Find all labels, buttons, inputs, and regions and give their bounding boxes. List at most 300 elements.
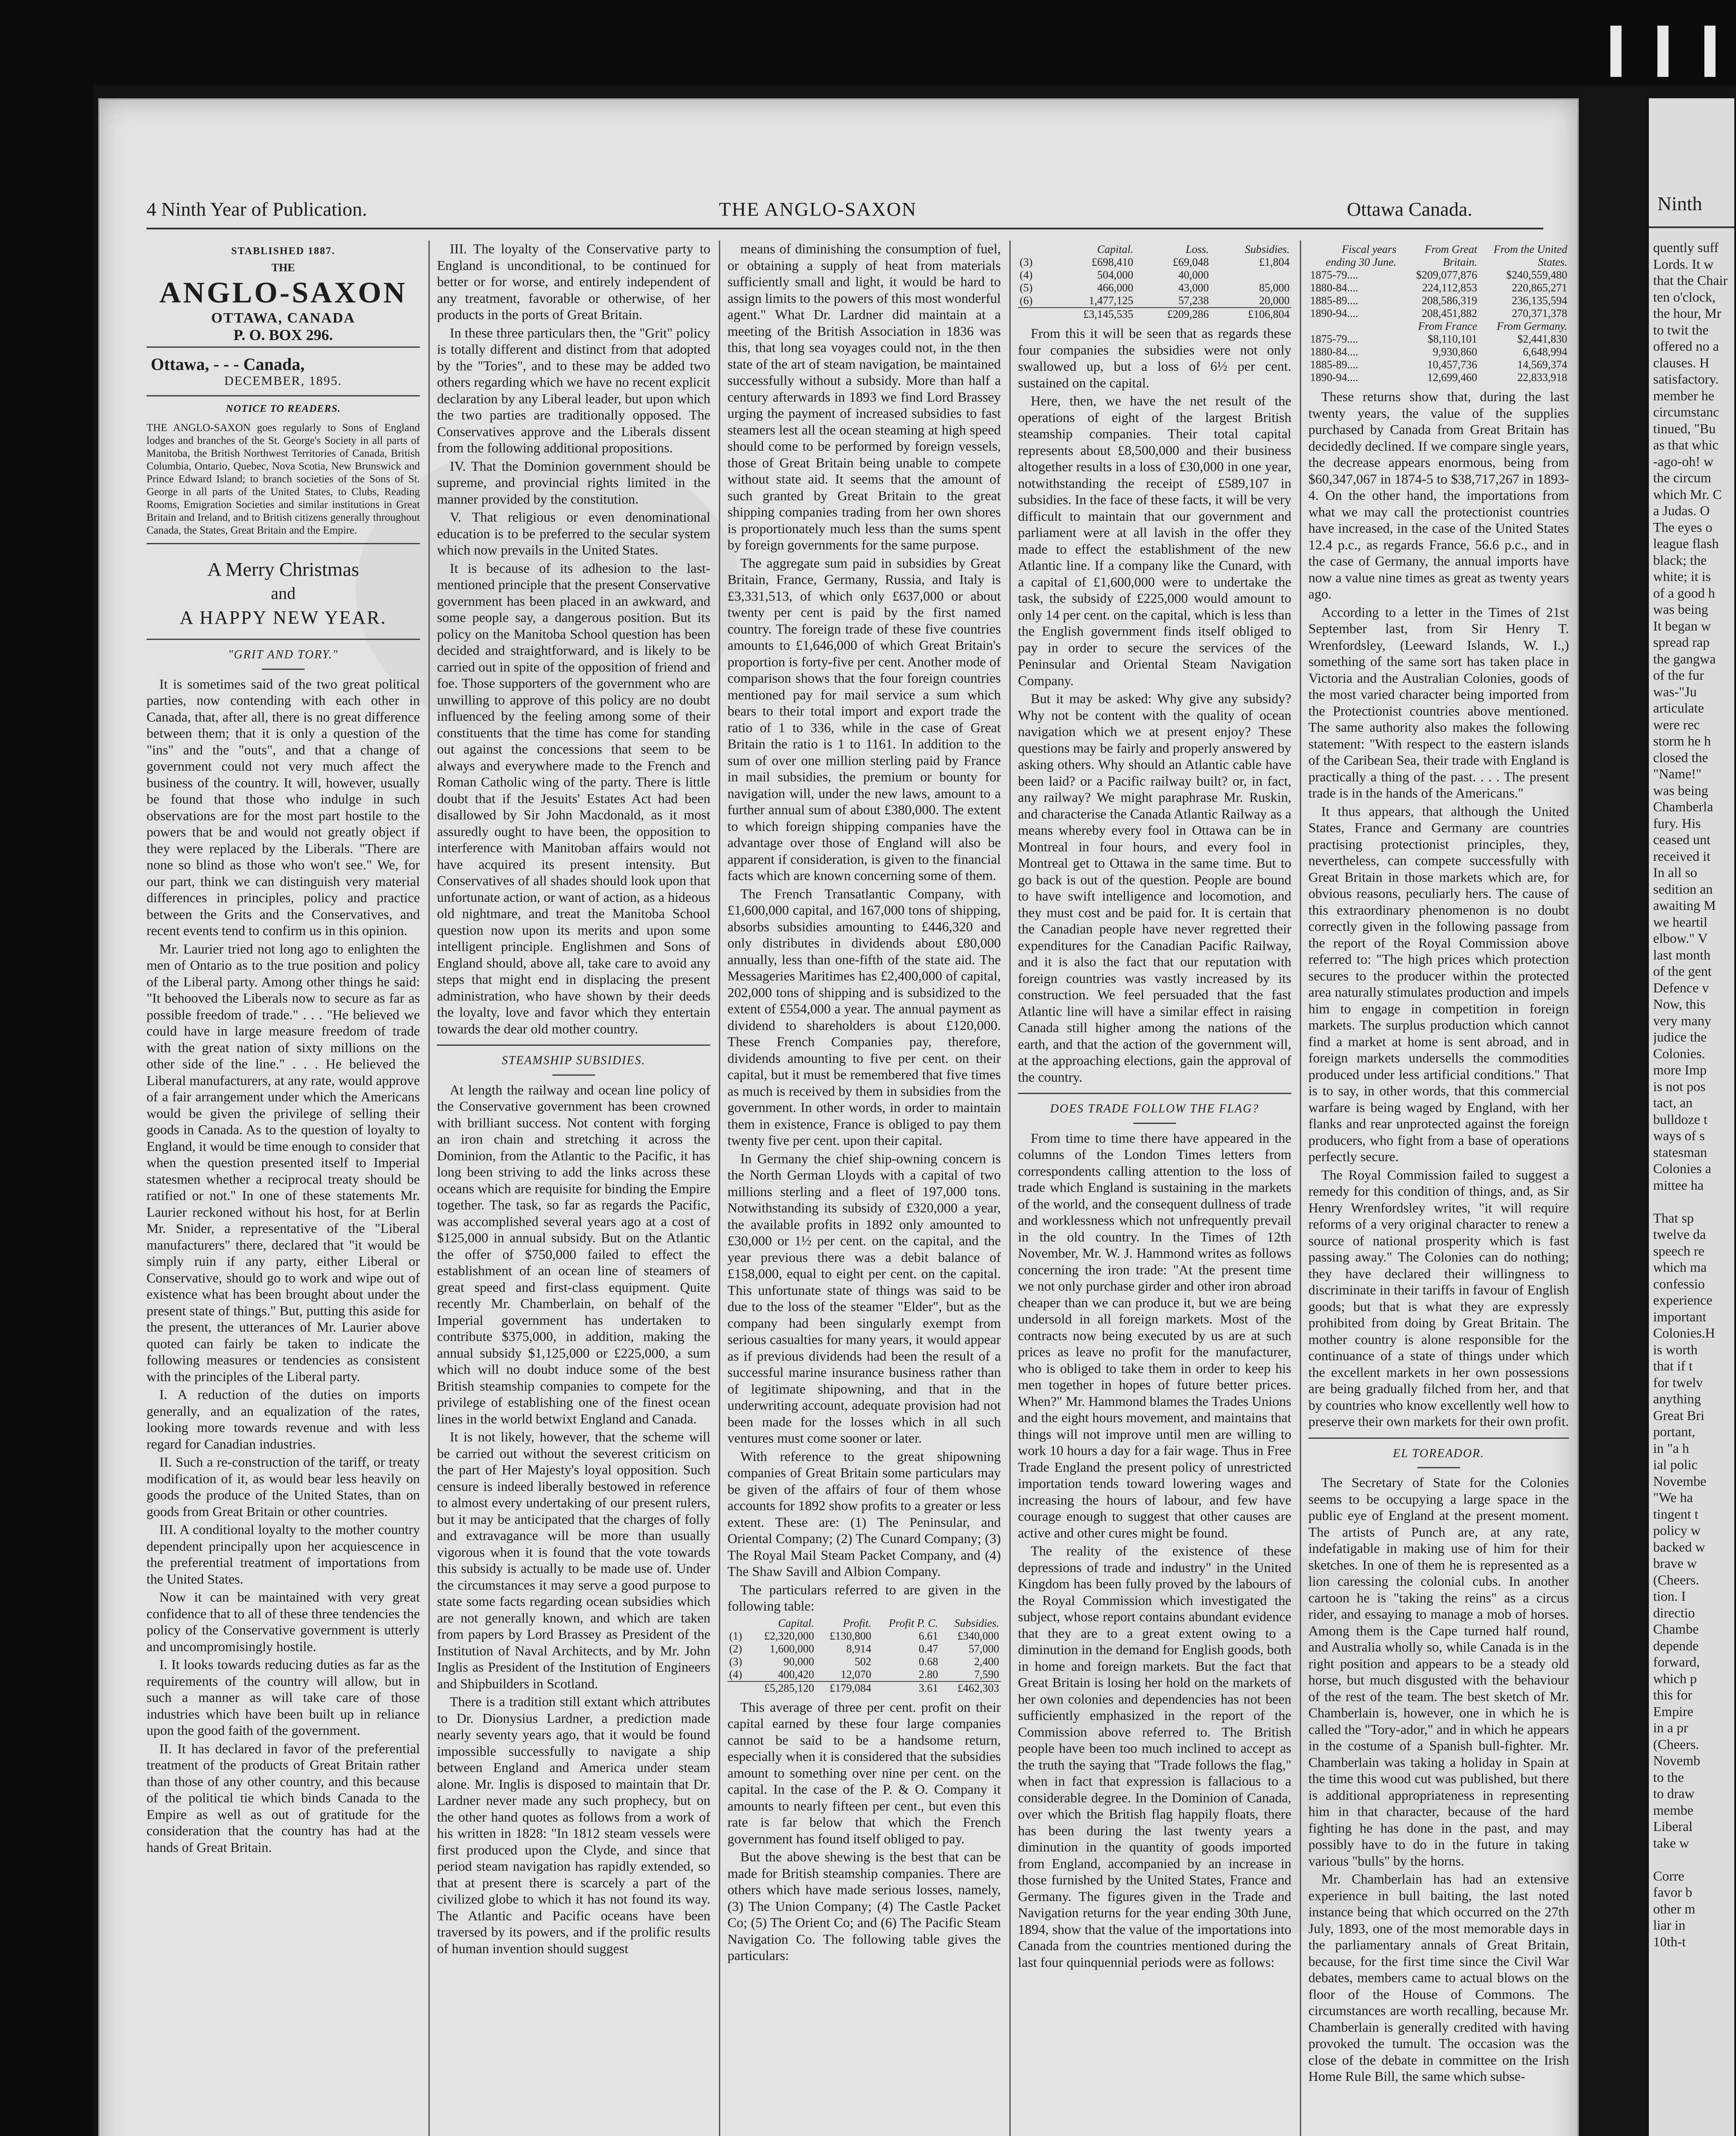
paragraph: III. A conditional loyalty to the mother country dependent principally upon her acquiescence in the preferential treatment of importations from the United States.	[147, 1522, 420, 1587]
text-line: storm he h	[1653, 733, 1711, 748]
table-cell: 57,238	[1178, 294, 1209, 307]
table-cell: £130,800	[830, 1629, 871, 1642]
paragraph: In these three particulars then, the "Grit" policy is totally different and distinct from that adopted by the "Tories", and to these may be added two others regarding which we have no recent explicit declaration by any Liberal leader, but upon which the two parties are traditionally opposed. The Conservatives approve and the Liberals dissent from the following additional propositions.	[437, 325, 710, 455]
text-line: which p	[1653, 1670, 1697, 1686]
text-line: is not pos	[1653, 1078, 1706, 1094]
table-row	[1308, 269, 1569, 282]
text-line: tingent t	[1653, 1506, 1698, 1522]
table-cell: 2.80	[918, 1668, 938, 1681]
text-line: a Judas. O	[1653, 503, 1710, 518]
text-line: policy w	[1653, 1523, 1701, 1538]
table-cell: 466,000	[1097, 282, 1133, 294]
text-line: to the	[1653, 1769, 1684, 1785]
table-cell: (4)	[1020, 269, 1033, 281]
article-title-el-toreador: EL TOREADOR.	[1393, 1446, 1485, 1460]
table-cell: £106,804	[1211, 308, 1291, 321]
table-cell: 7,590	[974, 1668, 999, 1681]
paragraph: It thus appears, that although the United States, France and Germany are countries practising protectionist principles, they, nevertheless, can compete successfully with Great Britain in those markets which are, for obvious reasons, peculiarly hers. The cause of this extraordinary phenomenon is no doubt correctly given in the following passage from the report of the Royal Commission above referred to: "The high prices which protection secures to the producer within the protected area naturally stimulates production and impels him to engage in competition in foreign markets. The surplus production which cannot find a market at home is sent abroad, and in foreign markets undersells the commodities produced under less artificial conditions." That is to say, in other words, that this commercial warfare is being waged by England, with her flanks and rear unprotected against the foreign producers, who fight from a base of operations perfectly secure.	[1308, 803, 1569, 1164]
dateline: Ottawa, - - - Canada,	[151, 355, 305, 374]
text-line: In all so	[1653, 865, 1698, 880]
text-line: bulldoze t	[1653, 1111, 1708, 1127]
table-cell: £340,000	[957, 1629, 999, 1642]
text-line: membe	[1653, 1802, 1694, 1818]
paragraph: II. Such a re-construction of the tariff, or treaty modification of it, as would bear less heavily on goods the produce of the United States, than on goods from Great Britain or other countries.	[147, 1454, 420, 1519]
table-header-row	[1308, 320, 1569, 333]
adjacent-page-edge	[1649, 98, 1734, 2136]
text-line: received it	[1653, 848, 1711, 864]
text-line: "We ha	[1653, 1490, 1693, 1505]
table-cell: 224,112,853	[1422, 282, 1478, 294]
text-line: other m	[1653, 1901, 1695, 1916]
text-line: of the gent	[1653, 963, 1712, 979]
table-cell: 6,648,994	[1523, 346, 1567, 358]
text-line: as that whic	[1653, 437, 1718, 452]
table-cell: 3.61	[873, 1681, 940, 1695]
article-body	[727, 1699, 1001, 1964]
table-cell: 502	[854, 1655, 871, 1668]
text-line: that if t	[1653, 1358, 1693, 1373]
table-row	[1018, 269, 1291, 282]
table-header-cell	[1308, 320, 1398, 333]
table-cell: $240,559,480	[1506, 269, 1567, 281]
paragraph: But it may be asked: Why give any subsidy? Why not be content with the quality of ocean navigation which we at present enjoy? These questions may be fairly and properly answered by asking others. Why should an Atlantic cable have been laid? or a Pacific railway built? or, in fact, any railway? We might paraphrase Mr. Ruskin, and characterise the Canada Atlantic Railway as a means whereby every fool in Ottawa can be in Montreal in four hours, and every fool in Montreal get to Ottawa in the same time. But to go back is out of the question. People are bound to have swift intelligence and locomotion, and they must cost and be paid for. It is certain that the Canadian people have never regretted their expenditures for the Canadian Pacific Railway, and it is also the fact that our reputation with foreign countries was vastly increased by its construction. We feel persuaded that the fast Atlantic line will have a similar effect in raising Canada still higher among the nations of the earth, and that the action of the government will, at the approaching elections, gain the approval of the country.	[1018, 691, 1291, 1085]
table-cell: (4)	[729, 1668, 742, 1681]
text-line: of a good h	[1653, 585, 1715, 601]
table-cell: 6.61	[918, 1629, 938, 1642]
masthead-established: STABLISHED 1887.	[231, 246, 335, 257]
imports-table	[1308, 243, 1569, 384]
paragraph: Mr. Laurier tried not long ago to enlighten the men of Ontario as to the true position and policy of the Liberal party. Among other things he said: "It behooved the Liberals now to secure as far as possible freedom of trade." . . . "He believed we could have in large measure freedom of trade with the great nation of sixty millions on the other side of the line." . . . He believed the Liberal manufacturers, at any rate, would approve of a fair arrangement under which the Americans would be given the privilege of selling their goods in Canada. As to the question of loyalty to England, it would be time enough to consider that when the question presented itself to Imperial statesmen whether a reciprocal treaty should be ratified or not." In one of these statements Mr. Laurier reckoned without his host, for at Berlin Mr. Snider, a representative of the "Liberal manufacturers" there, declared that "it would be simply ruin if any party, either Liberal or Conservative, should go to work and wipe out of existence what has been brought about under the present state of things." But, putting this aside for the present, the utterances of Mr. Laurier above quoted can fairly be taken to indicate the following measures or tendencies as consistent with the principles of the Liberal party.	[147, 941, 420, 1384]
table-cell: £5,285,120	[748, 1681, 816, 1695]
text-line: elbow." V	[1653, 930, 1708, 946]
text-line: important	[1653, 1309, 1707, 1324]
column-rule	[719, 241, 720, 2136]
table-cell: (5)	[1020, 282, 1033, 294]
text-line: portant,	[1653, 1424, 1695, 1439]
table-row	[727, 1668, 1001, 1681]
table-cell: 14,569,374	[1517, 358, 1567, 371]
table-cell: 1890-94....	[1310, 371, 1358, 384]
title-rule	[552, 1074, 595, 1076]
paragraph: There is a tradition still extant which attributes to Dr. Dionysius Lardner, a prediction made nearly seventy years ago, that it would be found impossible successfully to navigate a ship between England and America under steam alone. Mr. Inglis is disposed to maintain that Dr. Lardner never made any such prophecy, but on the other hand quotes as follows from a work of his written in 1828: "In 1812 steam vessels were first produced upon the Clyde, and since that period steam navigation has rapidly extended, so that at present there is scarcely a part of the civilized globe to which it has not found its way. The Atlantic and Pacific oceans have been traversed by its powers, and if the prolific results of human invention should suggest	[437, 1694, 710, 1956]
title-rule	[1417, 1467, 1460, 1468]
text-line: 10th-t	[1653, 1934, 1686, 1949]
text-line: Liberal	[1653, 1819, 1693, 1834]
table-row	[727, 1655, 1001, 1668]
table-cell: 1875-79....	[1310, 333, 1358, 345]
column-rule	[1009, 241, 1011, 2136]
table-cell: 400,420	[778, 1668, 814, 1681]
table-cell: 1885-89....	[1310, 294, 1358, 307]
table-row	[1308, 358, 1569, 371]
text-line: Novembe	[1653, 1473, 1707, 1489]
table-header-cell: Capital.	[1097, 243, 1133, 255]
table-cell: 20,000	[1259, 294, 1290, 307]
paragraph: With reference to the great shipowning companies of Great Britain some particulars may be given of the affairs of four of them whose accounts for 1892 show profits to a greater or less extent. These are: (1) The Peninsular, and Oriental Company; (2) The Cunard Company; (3) The Royal Mail Steam Packet Company, and (4) The Shaw Savill and Albion Company.	[727, 1448, 1001, 1579]
table-cell	[1211, 269, 1291, 282]
text-line: articulate	[1653, 700, 1704, 716]
film-perforation	[1610, 26, 1622, 77]
table-row	[1018, 308, 1291, 321]
text-line: Colonies a	[1653, 1161, 1711, 1176]
article-title-trade-follow-flag: DOES TRADE FOLLOW THE FLAG?	[1050, 1102, 1259, 1115]
paragraph: The aggregate sum paid in subsidies by Great Britain, France, Germany, Russia, and Italy is £3,331,513, of which only £637,000 or about twenty per cent is paid by the first named country. The foreign trade of these five countries amounts to £1,646,000 of which Great Britain's proportion is forty-five per cent. Another mode of comparison shows that the four foreign countries mentioned pay for mail service a sum which bears to their total import and export trade the ratio of 1 to 336, while in the case of Great Britain the ratio is 1 to 1161. In addition to the sum of over one million sterling paid by France in mail subsidies, the premium or bounty for navigation will, under the new laws, amount to a further annual sum of about £380,000. The extent to which foreign shipping companies have the advantage over those of England will also be apparent if consideration, is given to the financial facts which are known concerning some of them.	[727, 555, 1001, 883]
table-header-cell: Capital.	[778, 1617, 814, 1629]
table-header-cell: Loss.	[1185, 243, 1209, 255]
text-line: Colonies.	[1653, 1045, 1705, 1061]
masthead	[147, 243, 420, 343]
table-cell: £462,303	[940, 1681, 1001, 1695]
text-line: brave w	[1653, 1555, 1697, 1571]
column-rule	[428, 241, 430, 2136]
table-header-row	[727, 1617, 1001, 1630]
paragraph: means of diminishing the consumption of fuel, or obtaining a supply of heat from materials sufficiently small and light, it would be hard to assign limits to the powers of this most wonderful agent." What Dr. Lardner did maintain at a meeting of the British Association in 1836 was this, that long sea voyages could not, in the then state of the art of steam navigation, be maintained successfully without a subsidy. More than half a century afterwards in 1893 we find Lord Brassey urging the payment of increased subsidies to fast steamers lest all the ocean steaming at high speed should come to be performed by foreign vessels, those of Great Britain being unable to compete without state aid. It seems that the amount of such granted by Great Britain to the great shipping companies trading from her own shores is proportionately much less than the sums spent by foreign governments for the same purpose.	[727, 241, 1001, 552]
table-header-cell: Profit P. C.	[889, 1617, 938, 1629]
column-rule	[1300, 241, 1301, 2136]
table-cell: 90,000	[783, 1655, 814, 1668]
paragraph: At length the railway and ocean line policy of the Conservative government has been crowned with brilliant success. Not content with forging an iron chain and stretching it across the Dominion, from the Atlantic to the Pacific, it has long been striving to add the links across these oceans which are requisite for binding the Empire together. The task, so far as regards the Pacific, was accomplished several years ago at a cost of $125,000 in annual subsidy. But on the Atlantic the offer of $750,000 failed to effect the establishment of an ocean line of steamers of great speed and first-class equipment. Quite recently Mr. Chamberlain, on behalf of the Imperial government has undertaken to contribute $375,000, in addition, making the annual subsidy $1,125,000 or £225,000, a sum which will no doubt induce some of the best British steamship companies to compete for the privilege of establishing one of the finest ocean lines in the world betwixt England and Canada.	[437, 1082, 710, 1426]
text-line: was-"Ju	[1653, 684, 1697, 699]
text-line: to draw	[1653, 1786, 1695, 1801]
text-line: sedition an	[1653, 881, 1713, 897]
article-body	[727, 241, 1001, 1614]
text-line: It began w	[1653, 618, 1711, 634]
table-row	[1308, 282, 1569, 294]
table-cell: (3)	[729, 1655, 742, 1668]
header-rule	[147, 228, 1543, 229]
adjacent-column	[1653, 239, 1734, 1950]
text-line: circumstanc	[1653, 404, 1719, 420]
table-header-row	[1018, 243, 1291, 256]
table-cell: 12,699,460	[1427, 371, 1478, 384]
paragraph: It is not likely, however, that the scheme will be carried out without the severest criticism on the part of Her Majesty's loyal opposition. Such censure is indeed liberally bestowed in reference to almost every undertaking of our present rulers, but it may be anticipated that the charges of folly and extravagance will be more than usually vigorous when it is found that the vote towards this subsidy is actually to be made use of. Under the circumstances it may serve a good purpose to state some facts regarding ocean subsidies which are not generally known, and which are taken from papers by Lord Brassey as President of the Institution of Naval Architects, and by Mr. John Inglis as President of the Institution of Engineers and Shipbuilders in Scotland.	[437, 1429, 710, 1691]
table-cell: 1885-89....	[1310, 358, 1358, 371]
paragraph: The Royal Commission failed to suggest a remedy for this condition of things, and, as Sir Henry Wrenfordsley writes, "it will require reforms of a very original character to renew a source of national prosperity which is fast passing away." The Colonies can do nothing; they have declared their willingness to discriminate in their tariffs in favour of English goods; but that is what they are expressly prohibited from doing by Great Britain. The mother country is alone responsible for the continuance of a state of things under which the excellent markets in her own possessions are being gradually filched from her, and that by countries who know excellently well how to preserve their own markets for their own profit.	[1308, 1167, 1569, 1429]
paragraph: According to a letter in the Times of 21st September last, from Sir Henry T. Wrenfordsley, (Leeward Islands, W. I.,) something of the same sort has taken place in Victoria and the Australian Colonies, goods of the most varied character being imported from the Protectionist countries above mentioned. The same authority also makes the following statement: "With respect to the eastern islands of the Caribean Sea, their trade with England is practically a thing of the past. . . . The present trade is in the hands of the Americans."	[1308, 604, 1569, 801]
text-line: this for	[1653, 1687, 1692, 1702]
text-line: backed w	[1653, 1539, 1705, 1555]
text-line: depende	[1653, 1637, 1699, 1653]
text-line: Chambe	[1653, 1621, 1699, 1637]
table-cell: $209,077,876	[1416, 269, 1478, 281]
text-line: tinued, "Bu	[1653, 420, 1716, 436]
text-line: league flash	[1653, 536, 1719, 551]
table-cell: 1880-84....	[1310, 346, 1358, 358]
column-5	[1308, 241, 1569, 2136]
article-body	[1018, 1130, 1291, 1971]
table-cell: 208,451,882	[1422, 307, 1478, 320]
text-line	[1653, 1851, 1734, 1868]
paragraph: V. That religious or even denominational education is to be preferred to the secular system which now prevails in the United States.	[437, 509, 710, 557]
text-line: last month	[1653, 947, 1711, 962]
table-cell: 208,586,319	[1422, 294, 1478, 307]
paragraph: This average of three per cent. profit on their capital earned by these four large companies cannot be said to be a handsome return, especially when it is considered that the subsidies amount to something over nine per cent. on the capital. In the case of the P. & O. Company it amounts to nearly fifteen per cent., but even this rate is far below that which the French government has found itself obliged to pay.	[727, 1699, 1001, 1846]
text-line: statesman	[1653, 1144, 1707, 1160]
table-row	[1308, 294, 1569, 307]
table-cell: 270,371,378	[1512, 307, 1567, 320]
table-header-cell: Profit.	[843, 1617, 871, 1629]
text-line: awaiting M	[1653, 898, 1716, 913]
paragraph: Mr. Chamberlain has had an extensive experience in bull baiting, the last noted instance being that which occurred on the 27th July, 1893, one of the most memorable days in the parliamentary annals of Great Britain, because, for the first time since the Civil War debates, members came to actual blows on the floor of the House of Commons. The circumstances are worth recalling, because Mr. Chamberlain is generally credited with having provoked the tumult. The occasion was the close of the debate in committee on the Irish Home Rule Bill, the same which subse-	[1308, 1871, 1569, 2084]
table-row	[727, 1643, 1001, 1655]
text-line: Lords. It w	[1653, 256, 1714, 272]
paragraph: The reality of the existence of these depressions of trade and industry" in the United Kingdom has been fully proved by the labours of the Royal Commission which investigated the subject, whose report contains abundant evidence that they are to a great extent owing to a diminution in the demand for English goods, both in home and foreign markets. But the fact that Great Britain is losing her hold on the markets of her own colonies and dependencies has not been sufficiently emphasized in the report of the Commission above referred to. The British people have been too much inclined to accept as the truth the saying that "Trade follows the flag," when in fact that expression is fallacious to a considerable degree. In the Dominion of Canada, over which the British flag happily floats, there has been during the last twenty years a diminution in the quantity of goods imported from England, accompanied by an increase in those furnished by the United States, France and Germany. The figures given in the Trade and Navigation returns for the year ending 30th June, 1894, show that the value of the importations into Canada from the countries mentioned during the last four quinquennial periods were as follows:	[1018, 1543, 1291, 1970]
text-line: Chamberla	[1653, 799, 1713, 814]
table-cell: £69,048	[1173, 256, 1209, 268]
text-line: member he	[1653, 387, 1715, 403]
text-line: Empire	[1653, 1703, 1694, 1719]
text-line: liar in	[1653, 1917, 1686, 1933]
greeting-line-1: A Merry Christmas	[207, 558, 359, 580]
article-body	[1018, 325, 1291, 1085]
table-cell: 10,457,736	[1427, 358, 1478, 371]
text-line: judice the	[1653, 1029, 1707, 1045]
table-header-cell	[727, 1617, 748, 1630]
text-line: closed the	[1653, 749, 1708, 765]
column-3	[727, 241, 1001, 2136]
paragraph: Now it can be maintained with very great confidence that to all of these three tendencies the policy of the Conservative government is utterly and uncompromisingly hostile.	[147, 1589, 420, 1654]
text-line: of the fur	[1653, 667, 1704, 683]
article-title-steamship-subsidies: STEAMSHIP SUBSIDIES.	[501, 1054, 646, 1067]
table-cell: (2)	[729, 1642, 742, 1655]
text-line: the circum	[1653, 470, 1711, 485]
text-line: was being	[1653, 601, 1708, 617]
text-line	[1653, 1193, 1734, 1210]
table-header-cell: Fiscal years ending 30 June.	[1325, 243, 1396, 268]
text-line: "Name!"	[1653, 766, 1702, 781]
table-cell: 22,833,918	[1517, 371, 1567, 384]
table-cell: £698,410	[1091, 256, 1133, 268]
table-cell: (1)	[729, 1629, 742, 1642]
text-line: tact, an	[1653, 1095, 1693, 1110]
table-cell: 1,600,000	[769, 1642, 814, 1655]
text-line: in "a h	[1653, 1440, 1689, 1456]
table-header-row	[1308, 243, 1569, 269]
text-line: was being	[1653, 782, 1708, 798]
adjacent-header: Ninth	[1657, 193, 1702, 214]
film-border-left	[0, 0, 94, 2136]
masthead-po-box: P. O. BOX 296.	[233, 326, 333, 343]
paragraph: The Secretary of State for the Colonies seems to be occupying a large space in the public eye of England at the present moment. The artists of Punch are, at any rate, indefatigable in making use of him for their sketches. In one of them he is represented as a lion caressing the colonial cubs. In another cartoon he is "taking the reins" as a circus rider, and essaying to manage a mob of horses. Among them is the Cape turned half round, and Australia wholly so, while Canada is in the right position and appears to be a steady old horse, but much disgusted with the behaviour of the rest of the team. The best sketch of Mr. Chamberlain is, however, one in which he is called the "Tory-ador," and in which he appears in the costume of a Spanish bull-fighter. Mr. Chamberlain was taking a holiday in Spain at the time this wood cut was published, but there is additional appropriateness in representing him in that character, because of the hard fighting he has done in the past, and may possibly have to do in the future in taking various "bulls" by the horns.	[1308, 1475, 1569, 1869]
divider	[147, 543, 420, 544]
table-row	[1308, 371, 1569, 384]
table-cell: 1875-79....	[1310, 269, 1358, 281]
table-cell: 1880-84....	[1310, 282, 1358, 294]
column-4	[1018, 241, 1291, 2136]
text-line: confessio	[1653, 1276, 1705, 1291]
table-cell: 85,000	[1259, 282, 1290, 294]
title-rule	[262, 669, 305, 670]
text-line: Corre	[1653, 1868, 1684, 1884]
notice-text: THE ANGLO-SAXON goes regularly to Sons of England lodges and branches of the St. George's Society in all parts of Manitoba, the British Northwest Territories of Canada, British Columbia, Ontario, Quebec, Nova Scotia, New Brunswick and Prince Edward Island; to branch societies of the Sons of St. George in all parts of the United States, to Clubs, Reading Rooms, Emigration Societies and similar institutions in Great Britain and Ireland, and to British citizens generally throughout Canada, the States, Great Britain and the Empire.	[147, 422, 420, 536]
divider	[147, 346, 420, 348]
text-line: white; it is	[1653, 569, 1711, 584]
table-cell: 1,477,125	[1088, 294, 1133, 307]
table-header-cell: From Germany.	[1496, 320, 1567, 332]
text-line: Novemb	[1653, 1753, 1701, 1768]
table-cell	[727, 1681, 748, 1695]
profits-table	[727, 1617, 1001, 1695]
table-cell: 0.47	[918, 1642, 938, 1655]
text-line: ten o'clock,	[1653, 289, 1716, 305]
greeting-line-3: A HAPPY NEW YEAR.	[179, 607, 387, 628]
text-line: that the Chair	[1653, 273, 1728, 288]
film-perforation	[1657, 26, 1669, 77]
text-line: quently suff	[1653, 240, 1719, 255]
text-line: Great Bri	[1653, 1407, 1704, 1423]
text-line: directio	[1653, 1605, 1695, 1620]
paragraph: It is sometimes said of the two great political parties, now contending with each other in Canada, that, after all, there is no great difference between them; that it is only a question of the "ins" and the "outs", and that a change of government could not very much affect the business of the country. It will, however, usually be found that those who indulge in such observations are for the most part hostile to the powers that be and would not greatly object if they were replaced by the Liberals. "There are none so blind as those who won't see." We, for our part, think we can distinguish very material differences in principles, policy and practice between the Grits and the Conservatives, and recent events tend to confirm us in this opinion.	[147, 676, 420, 938]
divider	[437, 1045, 710, 1046]
newspaper-page	[98, 98, 1579, 2136]
masthead-location: OTTAWA, CANADA	[211, 310, 355, 326]
table-cell: 504,000	[1097, 269, 1133, 281]
table-cell: $2,441,830	[1517, 333, 1567, 345]
header-publication-year: 4 Ninth Year of Publication.	[147, 198, 367, 220]
text-line: -ago-oh! w	[1653, 453, 1714, 469]
text-line: experience	[1653, 1292, 1713, 1308]
table-cell: 236,135,594	[1512, 294, 1567, 307]
holiday-greeting	[147, 558, 420, 628]
divider	[147, 395, 420, 396]
table-cell: 1890-94....	[1310, 307, 1358, 320]
table-cell: 40,000	[1178, 269, 1209, 281]
text-line: which ma	[1653, 1259, 1707, 1275]
table-header-cell: Subsidies.	[954, 1617, 999, 1629]
text-line: take w	[1653, 1835, 1689, 1851]
table-cell	[1018, 308, 1045, 321]
table-cell: $8,110,101	[1428, 333, 1478, 345]
text-line: mittee ha	[1653, 1177, 1704, 1193]
text-line: favor b	[1653, 1884, 1692, 1900]
table-cell: 9,930,860	[1433, 346, 1478, 358]
text-line: clauses. H	[1653, 355, 1710, 370]
text-line: ial polic	[1653, 1457, 1698, 1472]
text-line: fury. His	[1653, 815, 1701, 831]
text-line: The eyes o	[1653, 519, 1713, 535]
article-body	[437, 1082, 710, 1957]
film-perforation	[1704, 26, 1715, 77]
table-cell: 8,914	[846, 1642, 871, 1655]
table-cell: 0.68	[918, 1655, 938, 1668]
table-cell: 220,865,271	[1512, 282, 1567, 294]
text-line: Now, this	[1653, 996, 1706, 1012]
table-cell: £1,804	[1259, 256, 1290, 268]
text-line: satisfactory.	[1653, 371, 1719, 387]
text-line: the gangwa	[1653, 651, 1716, 666]
text-line: for twelv	[1653, 1374, 1703, 1390]
table-header-cell: Subsidies.	[1245, 243, 1290, 255]
text-line: (Cheers.	[1653, 1736, 1699, 1752]
table-cell: (6)	[1020, 294, 1033, 307]
text-line: tion. I	[1653, 1588, 1686, 1604]
table-row	[1308, 346, 1569, 358]
text-line: very many	[1653, 1012, 1711, 1028]
table-row	[1018, 294, 1291, 308]
running-header	[100, 194, 1578, 232]
issue-date: DECEMBER, 1895.	[224, 373, 342, 388]
table-cell: £3,145,535	[1045, 308, 1135, 321]
paragraph: These returns show that, during the last twenty years, the value of the supplies purchased by Canada from Great Britain has decidedly declined. If we compare single years, the decrease appears enormous, being from $60,347,067 in 1874-5 to $38,717,267 in 1893-4. On the other hand, the importations from what we may call the protectionist countries have increased, in the case of the United States 12.4 p.c., as regards France, 56.6 p.c., and in the case of Germany, the annual imports have now a value nine times as great as twenty years ago.	[1308, 389, 1569, 601]
paragraph: From time to time there have appeared in the columns of the London Times letters from correspondents calling attention to the loss of trade which England is sustaining in the markets of the world, and the consequent dullness of trade and worklessness which not unfrequently prevail in the old country. In the Times of 12th November, Mr. W. J. Hammond writes as follows concerning the iron trade: "At the present time we not only purchase girder and other iron abroad cheaper than we can produce it, but we are being undersold in all foreign markets. Most of the contracts now being executed by us are at such prices as leave no profit for the manufacturer, who is obliged to take them in order to keep his men together in hopes of future better prices. When?" Mr. Hammond blames the Trades Unions and the eight hours movement, and maintains that things will not improve until men are willing to work 10 hours a day for a fair wage. Thus in Free Trade England the present policy of unrestricted importation tends toward lowering wages and increasing the hours of labour, and few have courage enough to suggest that other causes are active and other cures might be found.	[1018, 1130, 1291, 1540]
table-cell: 43,000	[1178, 282, 1209, 294]
table-row	[1308, 307, 1569, 320]
paragraph: Here, then, we have the net result of the operations of eight of the largest British steamship companies. Their total capital represents about £8,500,000 and their business altogether results in a loss of £30,000 in one year, notwithstanding the receipt of £589,107 in subsidies. In the face of these facts, it will be very difficult to maintain that our government and parliament were at all lavish in the offer they made to effect the establishment of the new Atlantic line. If a company like the Cunard, with a capital of £1,600,000 were to undertake the task, the subsidy of £225,000 would amount to only 14 per cent. on the capital, which is less than the English government finds itself obliged to pay in order to secure the services of the Peninsular and Oriental Steam Navigation Company.	[1018, 393, 1291, 688]
text-line: spread rap	[1653, 634, 1710, 650]
title-rule	[1133, 1123, 1176, 1124]
text-line: forward,	[1653, 1654, 1700, 1669]
text-line: twelve da	[1653, 1226, 1706, 1242]
table-row	[1308, 333, 1569, 346]
text-line: offered no a	[1653, 338, 1719, 354]
paragraph: In Germany the chief ship-owning concern is the North German Lloyds with a capital of two millions sterling and a fleet of 197,000 tons. Notwithstanding its subsidy of £320,000 a year, the available profits in 1892 only amounted to £30,000 or 1½ per cent. on the capital, and the year previous there was a debit balance of £158,000, equal to eight per cent. on the capital. This unfortunate state of things was said to be due to the loss of the steamer "Elder", but as the company had been singularly exempt from serious casualties for many years, it would appear as if previous dividends had been the result of a successful marine insurance business rather than of legitimate shipowning, and that in the underwriting account, adequate provision had not been made for the losses which in all such ventures must come sooner or later.	[727, 1150, 1001, 1446]
header-rule	[1649, 226, 1734, 228]
article-body	[1308, 1474, 1569, 2085]
text-line: Defence v	[1653, 980, 1709, 995]
table-header-cell: From the United States.	[1493, 243, 1567, 268]
paragraph: From this it will be seen that as regards these four companies the subsidies were not only swallowed up, but a loss of 6½ per cent. sustained on the capital.	[1018, 326, 1291, 390]
text-line: (Cheers.	[1653, 1572, 1699, 1587]
text-line: ways of s	[1653, 1128, 1705, 1143]
table-cell: 12,070	[841, 1668, 871, 1681]
column-1	[147, 241, 420, 2136]
text-line: more Imp	[1653, 1062, 1707, 1077]
paragraph: II. It has declared in favor of the preferential treatment of the products of Great Britain rather than those of any other country, and this because of the political tie which binds Canada to the Empire as well as out of gratitude for the consideration that the country has had at the hands of Great Britain.	[147, 1740, 420, 1855]
masthead-name: ANGLO-SAXON	[159, 276, 408, 309]
text-line: is worth	[1653, 1341, 1698, 1357]
article-title-grit-and-tory: "GRIT AND TORY."	[228, 648, 339, 661]
paragraph: The French Transatlantic Company, with £1,600,000 capital, and 167,000 tons of shipping, absorbs subsidies amounting to £446,320 and only distributes in dividends about £80,000 annually, less than one-fifth of the state aid. The Messageries Maritimes has £2,400,000 of capital, 202,000 tons of shipping and is subsidized to the extent of £554,000 a year. The annual payment as dividend to shareholders is about £120,000. These French Companies pay, therefore, dividends amounting to five per cent. on their capital, but it must be remembered that five times as much is received by them in subsidies from the government. In other words, in order to maintain them in existence, France is obliged to pay them twenty five per cent. upon their capital.	[727, 886, 1001, 1148]
paragraph: III. The loyalty of the Conservative party to England is unconditional, to be continued for better or for worse, and entirely independent of any treatment, favorable or otherwise, of her products in the ports of Great Britain.	[437, 241, 710, 322]
column-2	[437, 241, 710, 2136]
text-line: speech re	[1653, 1243, 1704, 1259]
article-body	[437, 241, 710, 1037]
table-cell: £179,084	[816, 1681, 873, 1695]
paragraph: It is because of its adhesion to the last-mentioned principle that the present Conservative government has been placed in an awkward, and some people say, a dangerous position. But its policy on the Manitoba School question has been decided and straightforward, and is likely to be carried out in spite of the opposition of friend and foe. Those supporters of the government who are unwilling to approve of this policy are no doubt influenced by the feeling among some of their constituents that the time has come for standing out against the concessions that seem to be always and everywhere made to the French and Roman Catholic wing of the party. There is little doubt that if the Jesuits' Estates Act had been disallowed by Sir John Macdonald, as it most assuredly ought to have been, the opposition to interference with Manitoban affairs would not have acquired its present intensity. But Conservatives of all shades should look upon that unfortunate action, or want of action, as a hideous old nightmare, and treat the Manitoba School question now upon its merits and upon some intelligent principle. Englishmen and Sons of England should, above all, take care to avoid any steps that might end in displacing the present administration, who have shown by their deeds the loyalty, love and favor which they entertain towards the dear old mother country.	[437, 560, 710, 1036]
text-line: which Mr. C	[1653, 486, 1722, 502]
paragraph: IV. That the Dominion government should be supreme, and provincial rights limited in the manner provided by the constitution.	[437, 458, 710, 507]
table-cell: £209,286	[1135, 308, 1211, 321]
article-body	[1308, 388, 1569, 1430]
table-header-cell: From France	[1418, 320, 1478, 332]
divider	[1018, 1093, 1291, 1094]
divider	[1308, 1438, 1569, 1439]
table-row	[727, 1630, 1001, 1643]
text-line: black; the	[1653, 552, 1707, 568]
text-line: Colonies.H	[1653, 1325, 1715, 1341]
text-line: the hour, Mr	[1653, 305, 1721, 321]
table-header-cell: From Great Britain.	[1425, 243, 1478, 268]
table-row	[1018, 282, 1291, 294]
paragraph: But the above shewing is the best that can be made for British steamship companies. There are others which have made serious losses, namely, (3) The Union Company; (4) The Castle Packet Co; (5) The Orient Co; and (6) The Pacific Steam Navigation Co. The following table gives the particulars:	[727, 1849, 1001, 1963]
paragraph: I. A reduction of the duties on imports generally, and an equalization of the rates, looking more towards revenue and with less regard for Canadian industries.	[147, 1387, 420, 1452]
table-cell: £2,320,000	[764, 1629, 814, 1642]
table-cell: (3)	[1020, 256, 1033, 268]
text-line: anything	[1653, 1391, 1701, 1406]
table-header-cell	[1018, 243, 1045, 256]
text-line: were rec	[1653, 716, 1700, 732]
text-line: to twit the	[1653, 322, 1709, 337]
table-row	[727, 1681, 1001, 1695]
text-line: ceased unt	[1653, 832, 1711, 847]
header-location: Ottawa Canada.	[1347, 198, 1472, 220]
text-line: That sp	[1653, 1210, 1694, 1226]
text-line: in a pr	[1653, 1720, 1688, 1735]
paragraph: I. It looks towards reducing duties as far as the requirements of the country will allow, but in such a manner as will take care of those industries which have been built up in reliance upon the good faith of the government.	[147, 1657, 420, 1738]
divider	[147, 639, 420, 640]
masthead-the: THE	[271, 261, 295, 274]
paragraph: The particulars referred to are given in the following table:	[727, 1581, 1001, 1614]
